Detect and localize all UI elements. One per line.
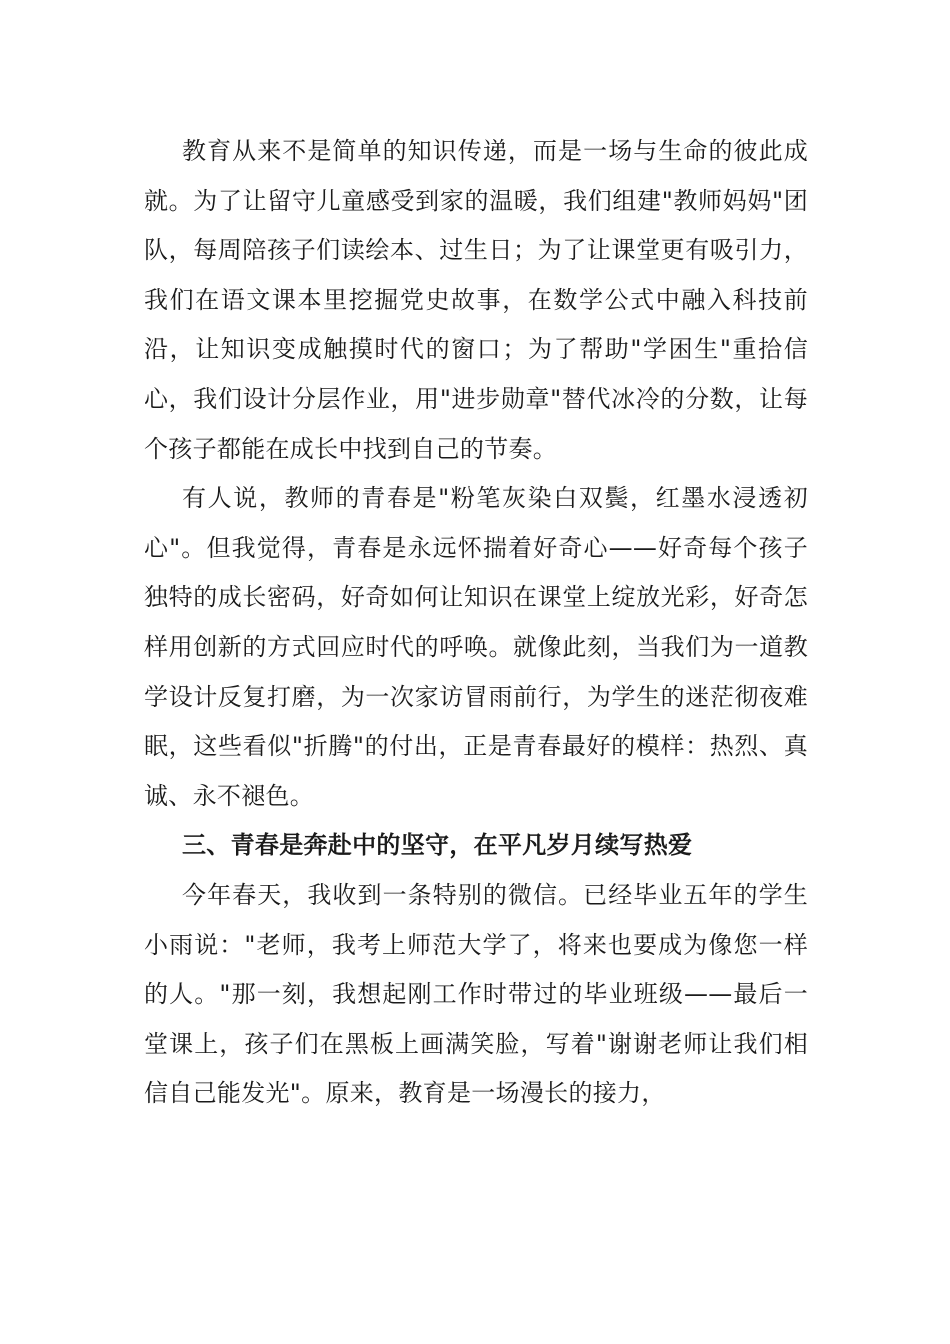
document-body xyxy=(144,127,808,1119)
paragraph-youth-curiosity: 有人说，教师的青春是"粉笔灰染白双鬓，红墨水浸透初心"。但我觉得，青春是永远怀揣着好奇心——好奇每个孩子独特的成长密码，好奇如何让知识在课堂上绽放光彩，好奇怎样用创新的方式回应时代的呼唤。就像此刻，当我们为一道教学设计反复打磨，为一次家访冒雨前行，为学生的迷茫彻夜难眠，这些看似"折腾"的付出，正是青春最好的模样：热烈、真诚、永不褪色。 xyxy=(144,484,808,810)
paragraph-education-achievement: 教育从来不是简单的知识传递，而是一场与生命的彼此成就。为了让留守儿童感受到家的温暖，我们组建"教师妈妈"团队，每周陪孩子们读绘本、过生日；为了让课堂更有吸引力，我们在语文课本里挖掘党史故事，在数学公式中融入科技前沿，让知识变成触摸时代的窗口；为了帮助"学困生"重拾信心，我们设计分层作业，用"进步勋章"替代冰冷的分数，让每个孩子都能在成长中找到自己的节奏。 xyxy=(144,137,808,463)
paragraph-student-message: 今年春天，我收到一条特别的微信。已经毕业五年的学生小雨说："老师，我考上师范大学了，将来也要成为像您一样的人。"那一刻，我想起刚工作时带过的毕业班级——最后一堂课上，孩子们在黑板上画满笑脸，写着"谢谢老师让我们相信自己能发光"。原来，教育是一场漫长的接力， xyxy=(144,880,808,1108)
section-heading-three: 三、青春是奔赴中的坚守，在平凡岁月续写热爱 xyxy=(182,831,693,860)
